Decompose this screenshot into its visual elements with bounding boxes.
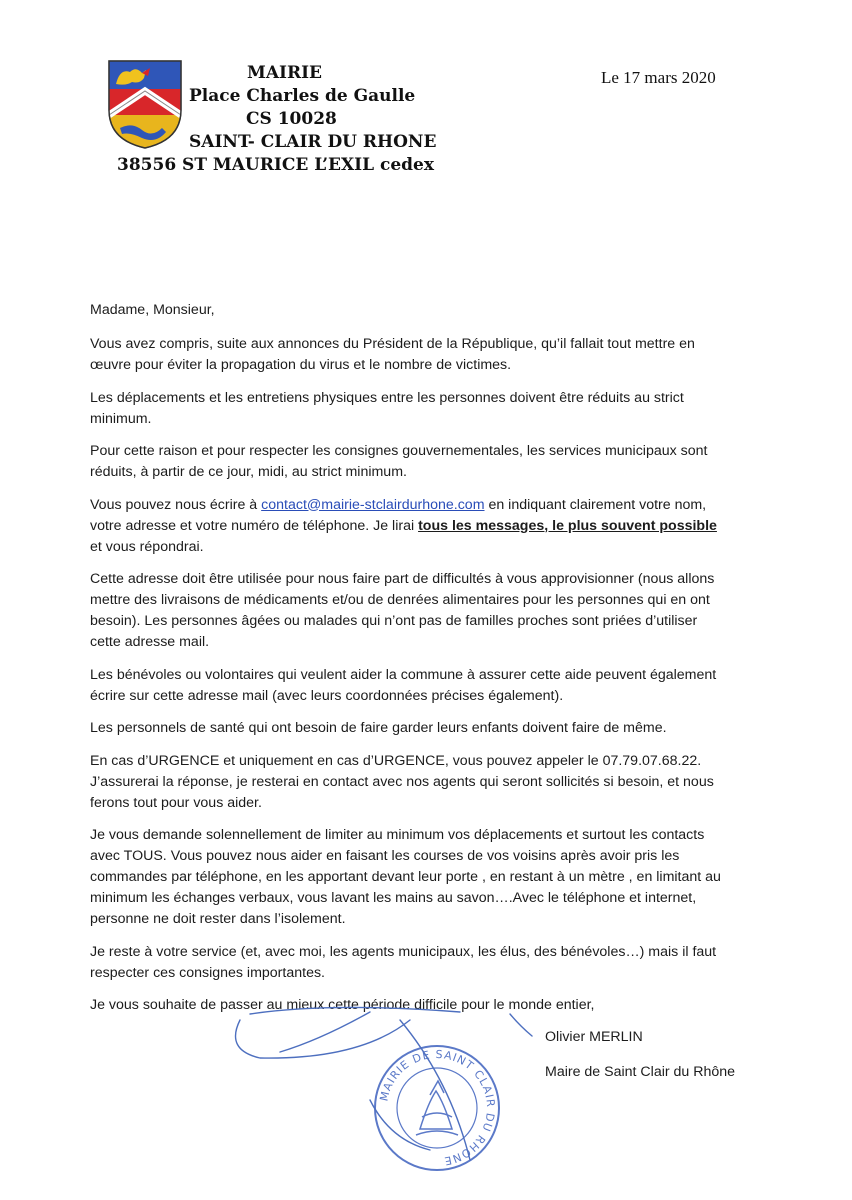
letter-date: Le 17 mars 2020	[601, 68, 716, 87]
sender-line-town: SAINT- CLAIR DU RHONE	[189, 132, 437, 152]
paragraph-4-emphasis: tous les messages, le plus souvent possible	[418, 517, 717, 534]
paragraph-5: Cette adresse doit être utilisée pour nous faire part de difficultés à vous approvisionner (nous allons mettre des livraisons de médicaments et/ou de denrées alimentaires pour les personnes qui en ont besoin). Les personnes âgées ou malades qui n’ont pas de familles proches sont priées d’utiliser cette adresse mail.	[90, 571, 715, 650]
paragraph-4-end: et vous répondrai.	[90, 538, 204, 555]
svg-text:MAIRIE DE SAINT CLAIR DU RHONE	[377, 1048, 497, 1168]
paragraph-1: Vous avez compris, suite aux annonces du Président de la République, qu’il fallait tout mettre en œuvre pour éviter la propagation du virus et le nombre de victimes.	[90, 336, 695, 373]
sender-line-street: Place Charles de Gaulle	[189, 86, 416, 106]
letter-body	[90, 300, 730, 1028]
stamp-text: MAIRIE DE SAINT CLAIR DU RHONE	[377, 1047, 498, 1168]
paragraph-6: Les bénévoles ou volontaires qui veulent aider la commune à assurer cette aide peuvent également écrire sur cette adresse mail (avec leurs coordonnées précises également).	[90, 666, 717, 704]
paragraph-8: En cas d’URGENCE et uniquement en cas d’URGENCE, vous pouvez appeler le 07.79.07.68.22. J’assurerai la réponse, je resterai en contact avec nos agents qui seront sollicités si besoin, et nous ferons tout pour vous aider.	[90, 752, 714, 811]
signature-block	[545, 1027, 735, 1083]
contact-email-link[interactable]: contact@mairie-stclairdurhone.com	[261, 496, 485, 513]
official-stamp-icon	[372, 1043, 502, 1173]
paragraph-2: Les déplacements et les entretiens physiques entre les personnes doivent être réduits au strict minimum.	[90, 389, 684, 427]
paragraph-10: Je reste à votre service (et, avec moi, les agents municipaux, les élus, des bénévoles…) mais il faut respecter ces consignes importantes.	[90, 943, 717, 981]
sender-line-mairie: MAIRIE	[247, 63, 322, 83]
paragraph-3: Pour cette raison et pour respecter les consignes gouvernementales, les services municipaux sont réduits, à partir de ce jour, midi, au strict minimum.	[90, 443, 708, 480]
closing-line: Je vous souhaite de passer au mieux cette période difficile pour le monde entier,	[90, 997, 595, 1013]
paragraph-4-intro: Vous pouvez nous écrire à	[90, 496, 262, 513]
greeting: Madame, Monsieur,	[90, 302, 215, 318]
paragraph-4	[90, 495, 730, 558]
signatory-title: Maire de Saint Clair du Rhône	[545, 1064, 736, 1080]
signatory-name: Olivier MERLIN	[545, 1029, 643, 1045]
sender-line-postcode: 38556 ST MAURICE L’EXIL cedex	[117, 155, 434, 175]
paragraph-9: Je vous demande solennellement de limiter au minimum vos déplacements et surtout les contacts avec TOUS. Vous pouvez nous aider en faisant les courses de vos voisins après avoir pris les commandes par téléphone, en les apportant devant leur porte , en restant à un mètre , en limitant au minimum les échanges verbaux, vous lavant les mains au savon….Avec le téléphone et internet, personne ne doit rester dans l’isolement.	[90, 827, 721, 927]
paragraph-7: Les personnels de santé qui ont besoin de faire garder leurs enfants doivent faire de même.	[90, 720, 667, 736]
sender-address	[117, 62, 470, 177]
sender-line-cs: CS 10028	[246, 109, 337, 129]
paragraph-4-middle: en indiquant clairement votre nom, votre adresse et votre numéro de téléphone. Je lirai	[90, 496, 707, 534]
